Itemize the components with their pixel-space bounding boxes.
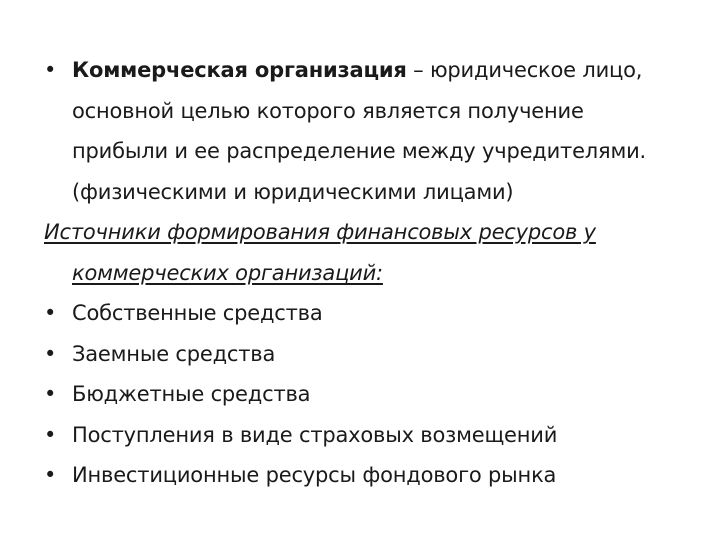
list-item: [44, 374, 684, 415]
definition-paragraph: [72, 50, 684, 212]
list-item: [44, 455, 684, 496]
sources-heading: Источники формирования финансовых ресурсов у коммерческих организаций:: [44, 220, 596, 285]
bullet-icon: [44, 415, 58, 456]
bullet-icon: [44, 455, 58, 496]
bullet-icon: [44, 334, 58, 375]
bullet-icon: [44, 50, 58, 91]
definition-text: – юридическое лицо, основной целью которого является получение прибыли и ее распределение между учредителями. (физическими и юридическими лицами): [72, 58, 647, 204]
bullet-icon: [44, 374, 58, 415]
definition-item: [44, 50, 684, 212]
bullet-icon: [44, 293, 58, 334]
list-item-label: Бюджетные средства: [72, 382, 311, 406]
list-item-label: Заемные средства: [72, 341, 276, 366]
list-item-label: Поступления в виде страховых возмещений: [72, 422, 558, 447]
list-item: [44, 334, 684, 375]
slide-body: [44, 50, 684, 496]
list-item-label: Собственные средства: [72, 301, 323, 325]
list-item: [44, 293, 684, 334]
list-item: [44, 415, 684, 456]
definition-term: Коммерческая организация: [72, 58, 407, 82]
list-item-label: Инвестиционные ресурсы фондового рынка: [72, 463, 557, 487]
